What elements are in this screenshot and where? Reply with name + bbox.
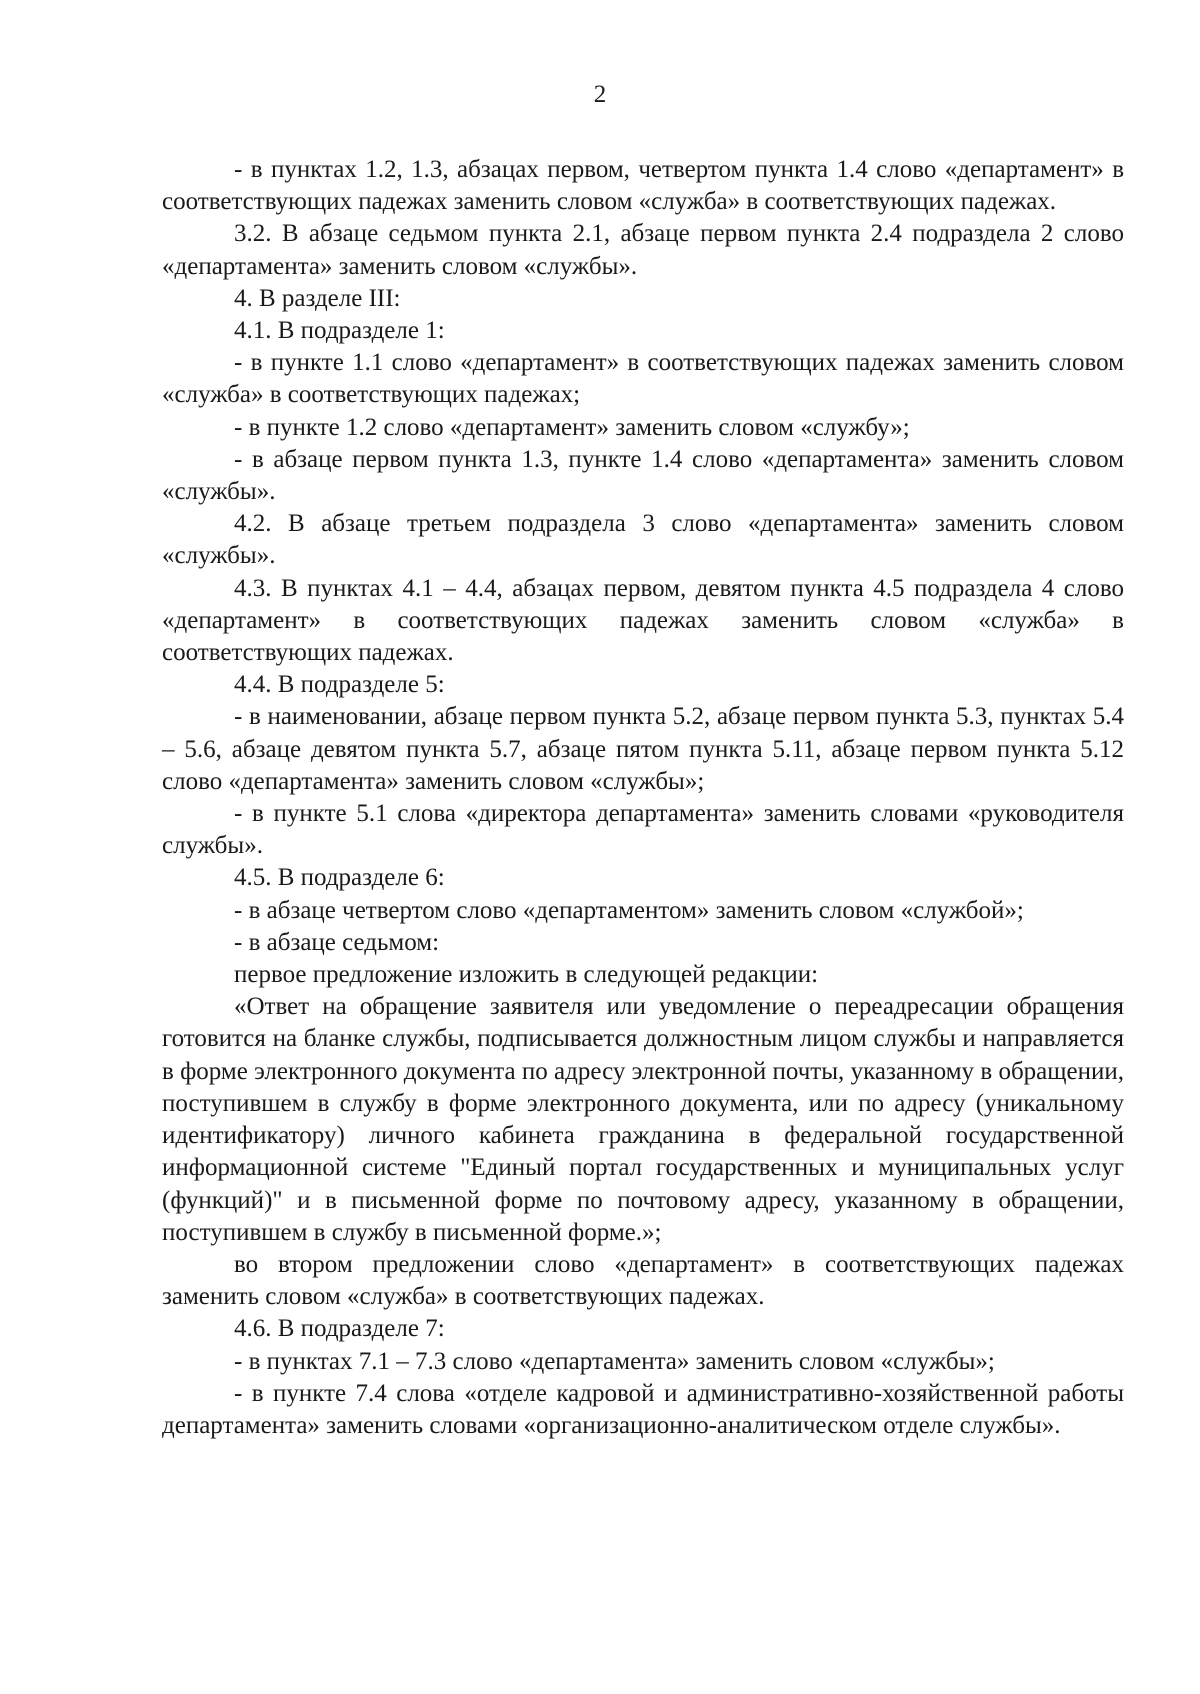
paragraph: - в абзаце четвертом слово «департаментом» заменить словом «службой»; (234, 896, 1024, 924)
paragraph: 3.2. В абзаце седьмом пункта 2.1, абзаце первом пункта 2.4 подраздела 2 слово «департамента» заменить словом «службы». (162, 220, 1124, 280)
paragraph: во втором предложении слово «департамент» в соответствующих падежах заменить словом «служба» в соответствующих падежах. (162, 1250, 1124, 1311)
paragraph: «Ответ на обращение заявителя или уведомление о переадресации обращения готовится на бланке службы, подписывается должностным лицом службы и направляется в форме электронного документа по адресу электронной почты, указанному в обращении, поступившем в службу в форме электронного документа, или по адресу (уникальному идентификатору) личного кабинета гражданина в федеральной государственной информационной системе "Единый портал государственных и муниципальных услуг (функций)" и в письменной форме по почтовому адресу, указанному в обращении, поступившем в службу в письменной форме.»; (162, 993, 1124, 1246)
paragraph: - в пунктах 7.1 – 7.3 слово «департамента» заменить словом «службы»; (234, 1347, 995, 1375)
paragraph: - в пункте 7.4 слова «отделе кадровой и административно-хозяйственной работы департамента» заменить словами «организационно-аналитическом отделе службы». (162, 1379, 1124, 1439)
paragraph: - в пункте 5.1 слова «директора департамента» заменить словами «руководителя службы». (162, 800, 1124, 860)
paragraph: - в наименовании, абзаце первом пункта 5.2, абзаце первом пункта 5.3, пунктах 5.4 – 5.6, абзаце девятом пункта 5.7, абзаце пятом пункта 5.11, абзаце первом пункта 5.12 слово «департамента» заменить словом «службы»; (162, 703, 1124, 795)
paragraph: первое предложение изложить в следующей редакции: (234, 961, 819, 989)
paragraph: 4.6. В подразделе 7: (234, 1315, 445, 1343)
paragraph: - в абзаце седьмом: (234, 928, 440, 956)
paragraph: 4.3. В пунктах 4.1 – 4.4, абзацах первом, девятом пункта 4.5 подраздела 4 слово «департамент» в соответствующих падежах заменить словом «служба» в соответствующих падежах. (162, 574, 1124, 667)
page-number: 2 (593, 81, 607, 108)
paragraph: - в пункте 1.1 слово «департамент» в соответствующих падежах заменить словом «служба» в соответствующих падежах; (162, 349, 1124, 409)
paragraph: 4. В разделе III: (234, 284, 401, 312)
paragraph: - в пунктах 1.2, 1.3, абзацах первом, четвертом пункта 1.4 слово «департамент» в соответствующих падежах заменить словом «служба» в соответствующих падежах. (162, 156, 1124, 216)
paragraph: 4.2. В абзаце третьем подраздела 3 слово «департамента» заменить словом «службы». (162, 510, 1124, 570)
paragraph: 4.1. В подразделе 1: (234, 317, 445, 345)
document-body (162, 154, 1124, 1442)
paragraph: - в пункте 1.2 слово «департамент» заменить словом «службу»; (234, 413, 910, 441)
paragraph: 4.5. В подразделе 6: (234, 864, 445, 892)
paragraph: - в абзаце первом пункта 1.3, пункте 1.4 слово «департамента» заменить словом «службы». (162, 445, 1124, 506)
paragraph: 4.4. В подразделе 5: (234, 671, 445, 699)
